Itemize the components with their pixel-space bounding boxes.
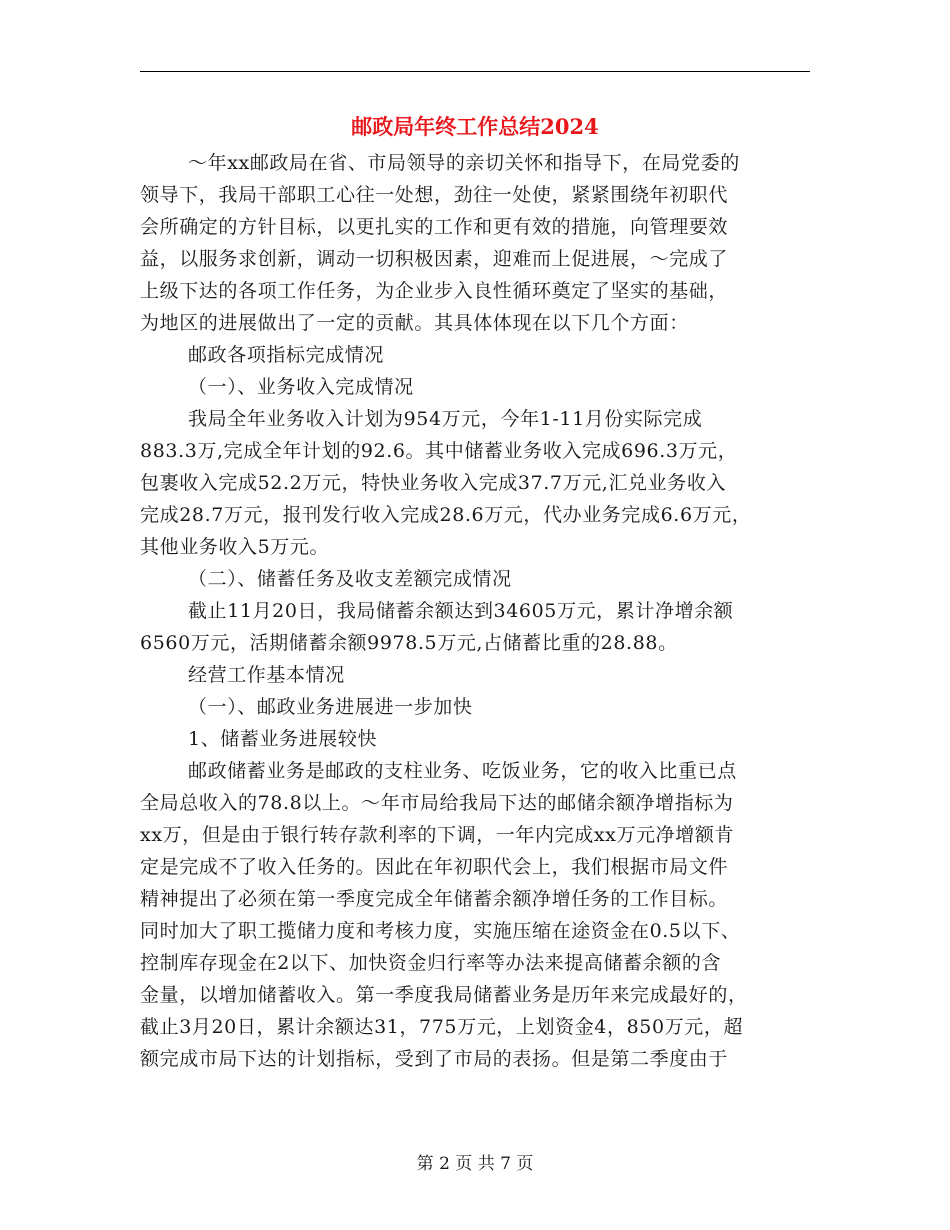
page-number: 第 2 页 共 7 页 [416, 1154, 534, 1174]
body-line: 金量，以增加储蓄收入。第一季度我局储蓄业务是历年来完成最好的， [140, 984, 748, 1006]
body-line: 精神提出了必须在第一季度完成全年储蓄余额净增任务的工作目标。 [140, 888, 729, 910]
body-line: 领导下，我局干部职工心往一处想，劲往一处使，紧紧围绕年初职代 [140, 184, 729, 206]
body-line: 我局全年业务收入计划为954万元，今年1-11月份实际完成 [188, 408, 703, 430]
section-heading: 邮政各项指标完成情况 [188, 344, 385, 366]
header-rule [140, 71, 810, 72]
section-heading: 经营工作基本情况 [188, 664, 345, 686]
body-line: 完成28.7万元，报刊发行收入完成28.6万元，代办业务完成6.6万元， [140, 504, 752, 526]
body-line: 全局总收入的78.8以上。～年市局给我局下达的邮储余额净增指标为 [140, 792, 734, 814]
body-line: 为地区的进展做出了一定的贡献。其具体体现在以下几个方面： [140, 312, 689, 334]
body-line: 邮政储蓄业务是邮政的支柱业务、吃饭业务，它的收入比重已点 [188, 760, 737, 782]
body-line: 同时加大了职工揽储力度和考核力度，实施压缩在途资金在0.5以下、 [140, 920, 741, 942]
body-line: 6560万元，活期储蓄余额9978.5万元,占储蓄比重的28.88。 [140, 632, 678, 654]
body-line: 控制库存现金在2以下、加快资金归行率等办法来提高储蓄余额的含 [140, 952, 722, 974]
body-line: 其他业务收入5万元。 [140, 536, 330, 558]
subsection-heading: 1、储蓄业务进展较快 [188, 728, 378, 750]
body-line: 益，以服务求创新，调动一切积极因素，迎难而上促进展，～完成了 [140, 248, 729, 270]
body-line: 截止11月20日，我局储蓄余额达到34605万元，累计净增余额 [188, 600, 734, 622]
document-title: 邮政局年终工作总结2024 [351, 114, 599, 139]
subsection-heading: （一）、业务收入完成情况 [188, 376, 414, 398]
body-line: 额完成市局下达的计划指标，受到了市局的表扬。但是第二季度由于 [140, 1048, 729, 1070]
body-line: xx万，但是由于银行转存款利率的下调，一年内完成xx万元净增额肯 [140, 824, 735, 846]
subsection-heading: （一）、邮政业务进展进一步加快 [188, 696, 473, 718]
body-line: 883.3万,完成全年计划的92.6。其中储蓄业务收入完成696.3万元， [140, 440, 738, 462]
subsection-heading: （二）、储蓄任务及收支差额完成情况 [188, 568, 512, 590]
body-line: 定是完成不了收入任务的。因此在年初职代会上，我们根据市局文件 [140, 856, 729, 878]
body-line: 上级下达的各项工作任务，为企业步入良性循环奠定了坚实的基础， [140, 280, 729, 302]
body-line: 会所确定的方针目标，以更扎实的工作和更有效的措施，向管理要效 [140, 216, 729, 238]
body-line: ～年xx邮政局在省、市局领导的亲切关怀和指导下，在局党委的 [188, 152, 740, 174]
body-line: 包裹收入完成52.2万元，特快业务收入完成37.7万元,汇兑业务收入 [140, 472, 727, 494]
body-line: 截止3月20日，累计余额达31，775万元，上划资金4，850万元，超 [140, 1016, 744, 1038]
